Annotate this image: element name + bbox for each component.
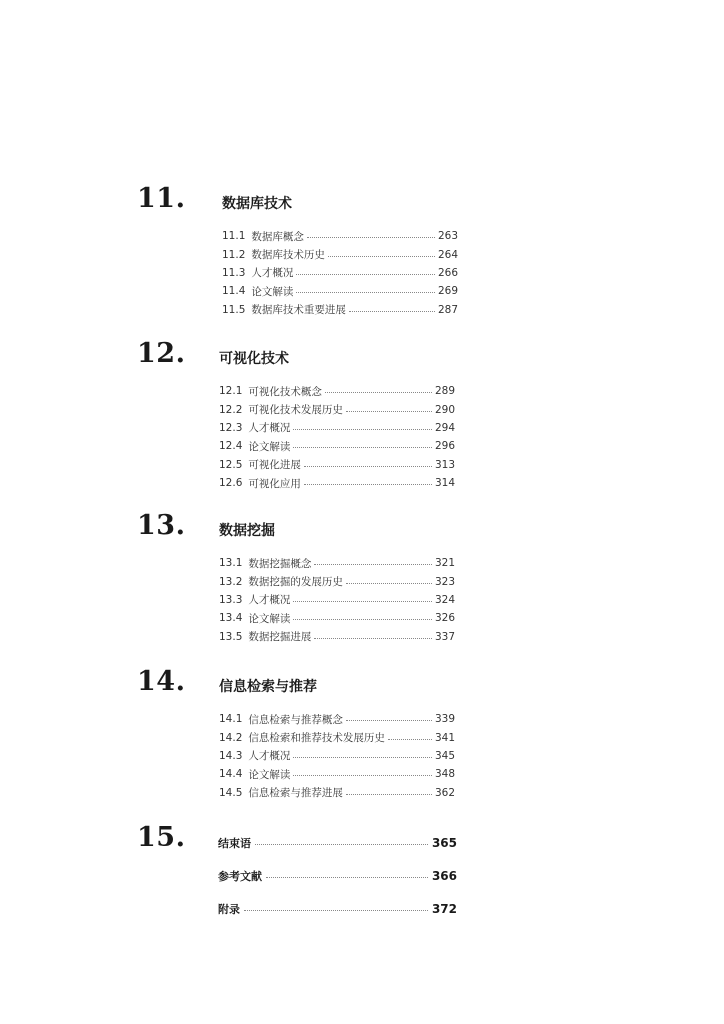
toc-entry[interactable] <box>219 382 455 400</box>
toc-entry[interactable] <box>219 747 455 765</box>
dot-leader <box>388 738 432 740</box>
entry-page: 366 <box>431 869 457 883</box>
entry-label: 附录 <box>218 903 240 916</box>
entry-number: 14.3 <box>219 749 243 762</box>
chapter-number: 14. <box>137 666 186 697</box>
entry-label: 信息检索与推荐进展 <box>248 787 343 800</box>
toc-entry[interactable] <box>222 264 458 282</box>
dot-leader <box>304 465 432 467</box>
dot-leader <box>293 600 432 602</box>
entry-number: 14.5 <box>219 786 243 799</box>
entry-page: 296 <box>434 440 455 453</box>
entry-label: 可视化进展 <box>248 459 301 472</box>
toc-entry[interactable] <box>219 419 455 437</box>
entry-page: 362 <box>434 786 455 799</box>
entry-label: 信息检索和推荐技术发展历史 <box>248 732 385 745</box>
toc-entry[interactable] <box>222 227 458 245</box>
dot-leader <box>307 236 435 238</box>
entry-page: 345 <box>434 749 455 762</box>
entry-label: 数据挖掘概念 <box>248 557 312 570</box>
entry-page: 323 <box>434 575 455 588</box>
dot-leader <box>346 719 432 721</box>
toc-entry[interactable] <box>219 456 455 474</box>
entry-page: 289 <box>434 385 455 398</box>
entry-number: 12.4 <box>219 440 243 453</box>
entry-label: 可视化技术概念 <box>248 385 322 398</box>
toc-entry[interactable] <box>219 591 455 609</box>
toc-entry[interactable] <box>219 784 455 802</box>
entry-page: 290 <box>434 403 455 416</box>
dot-leader <box>346 793 432 795</box>
toc-entry[interactable] <box>222 282 458 300</box>
toc-entry[interactable] <box>219 765 455 783</box>
entry-page: 294 <box>434 421 455 434</box>
entry-number: 11.3 <box>222 266 246 279</box>
toc-entry[interactable] <box>219 554 455 572</box>
entry-page: 326 <box>434 612 455 625</box>
entry-label: 人才概况 <box>248 594 291 607</box>
entry-number: 13.1 <box>219 557 243 570</box>
toc-entry-references[interactable] <box>218 868 457 884</box>
entry-label: 数据挖掘进展 <box>248 631 312 644</box>
entry-label: 数据挖掘的发展历史 <box>248 576 343 589</box>
dot-leader <box>346 410 432 412</box>
entry-number: 13.2 <box>219 575 243 588</box>
entry-page: 341 <box>434 731 455 744</box>
entry-page: 313 <box>434 458 455 471</box>
toc-entry[interactable] <box>222 301 458 319</box>
dot-leader <box>328 255 435 257</box>
dot-leader <box>304 483 432 485</box>
chapter-title: 可视化技术 <box>219 351 289 367</box>
dot-leader <box>346 582 432 584</box>
dot-leader <box>314 637 432 639</box>
dot-leader <box>266 876 428 878</box>
entry-page: 365 <box>431 836 457 850</box>
entry-number: 14.2 <box>219 731 243 744</box>
toc-entries <box>219 382 455 492</box>
dot-leader <box>296 291 435 293</box>
entry-label: 人才概况 <box>251 267 294 280</box>
entry-label: 论文解读 <box>248 768 291 781</box>
entry-number: 13.4 <box>219 612 243 625</box>
entry-number: 11.2 <box>222 248 246 261</box>
dot-leader <box>293 446 432 448</box>
entry-number: 12.2 <box>219 403 243 416</box>
dot-leader <box>349 310 435 312</box>
chapter-title: 数据库技术 <box>222 196 292 212</box>
entry-label: 结束语 <box>218 837 251 850</box>
entry-label: 可视化技术发展历史 <box>248 404 343 417</box>
entry-page: 321 <box>434 557 455 570</box>
toc-entry[interactable] <box>219 437 455 455</box>
entry-page: 264 <box>437 248 458 261</box>
toc-entry[interactable] <box>219 728 455 746</box>
entry-label: 论文解读 <box>251 285 294 298</box>
toc-entry[interactable] <box>219 710 455 728</box>
entry-page: 348 <box>434 768 455 781</box>
chapter-number: 13. <box>137 510 186 541</box>
entry-label: 论文解读 <box>248 612 291 625</box>
dot-leader <box>244 909 428 911</box>
entry-number: 12.1 <box>219 385 243 398</box>
chapter-number: 11. <box>137 183 186 214</box>
entry-label: 论文解读 <box>248 440 291 453</box>
dot-leader <box>293 774 432 776</box>
entry-number: 11.1 <box>222 230 246 243</box>
chapter-number: 15. <box>137 822 186 853</box>
chapter-title: 数据挖掘 <box>219 523 275 539</box>
entry-page: 287 <box>437 303 458 316</box>
entry-label: 数据库技术重要进展 <box>251 304 346 317</box>
toc-entries <box>219 554 455 646</box>
toc-entry[interactable] <box>219 572 455 590</box>
entry-page: 337 <box>434 630 455 643</box>
dot-leader <box>293 756 432 758</box>
dot-leader <box>325 391 432 393</box>
entry-page: 263 <box>437 230 458 243</box>
toc-entry-conclusion[interactable] <box>218 835 457 851</box>
entry-number: 12.6 <box>219 477 243 490</box>
entry-page: 324 <box>434 593 455 606</box>
entry-label: 人才概况 <box>248 422 291 435</box>
entry-label: 参考文献 <box>218 870 262 883</box>
entry-number: 11.4 <box>222 285 246 298</box>
entry-label: 数据库技术历史 <box>251 249 325 262</box>
entry-page: 372 <box>431 902 457 916</box>
entry-number: 11.5 <box>222 303 246 316</box>
entry-page: 266 <box>437 266 458 279</box>
toc-entry-appendix[interactable] <box>218 901 457 917</box>
entry-number: 13.3 <box>219 593 243 606</box>
toc-entries <box>222 227 458 319</box>
entry-number: 14.1 <box>219 713 243 726</box>
entry-number: 12.3 <box>219 421 243 434</box>
toc-entry[interactable] <box>222 245 458 263</box>
entry-number: 14.4 <box>219 768 243 781</box>
entry-label: 可视化应用 <box>248 477 301 490</box>
entry-label: 数据库概念 <box>251 230 304 243</box>
entry-number: 12.5 <box>219 458 243 471</box>
entry-number: 13.5 <box>219 630 243 643</box>
dot-leader <box>314 563 432 565</box>
chapter-title: 信息检索与推荐 <box>219 679 317 695</box>
entry-label: 信息检索与推荐概念 <box>248 713 343 726</box>
dot-leader <box>296 273 435 275</box>
dot-leader <box>293 618 432 620</box>
toc-entry[interactable] <box>219 400 455 418</box>
chapter-number: 12. <box>137 338 186 369</box>
dot-leader <box>255 843 428 845</box>
toc-entry[interactable] <box>219 609 455 627</box>
entry-page: 339 <box>434 713 455 726</box>
toc-entry[interactable] <box>219 628 455 646</box>
toc-entry[interactable] <box>219 474 455 492</box>
entry-label: 人才概况 <box>248 750 291 763</box>
toc-entries <box>219 710 455 802</box>
entry-page: 314 <box>434 477 455 490</box>
entry-page: 269 <box>437 285 458 298</box>
dot-leader <box>293 428 432 430</box>
